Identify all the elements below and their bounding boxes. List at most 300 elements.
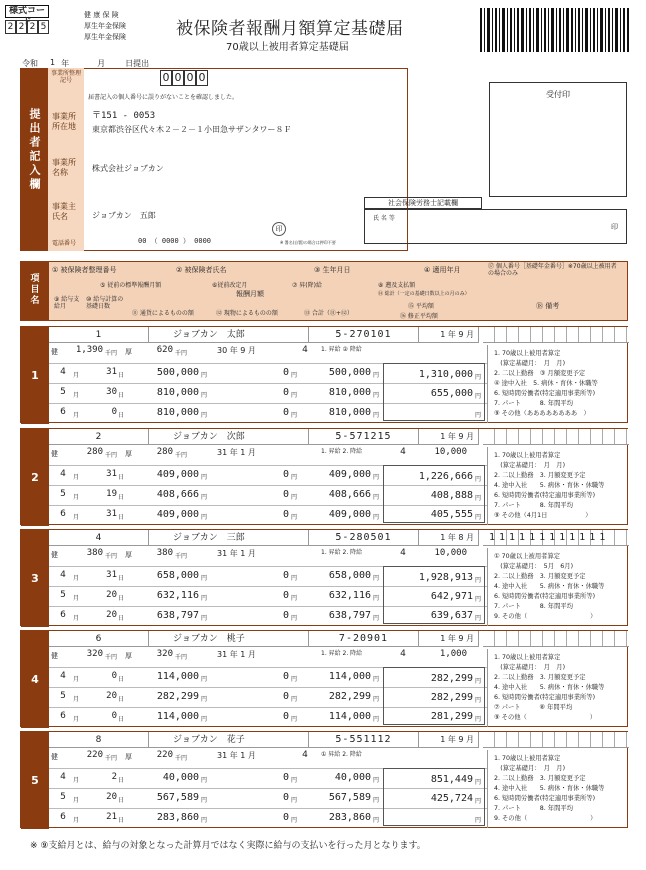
unit-yen: 円 <box>475 596 482 603</box>
raise-indicator: 1. 昇給 ② 降給 <box>321 346 362 353</box>
col-prev-standard: ⑤ 従前の標準報酬月額 <box>100 282 162 289</box>
pay-month: 5 <box>60 489 66 499</box>
insured-name: ジョブカン 三郎 <box>149 530 309 546</box>
sharoushi-name-label: 氏 名 等 <box>373 215 395 222</box>
personal-number <box>483 429 629 445</box>
health-prefix: 健 <box>51 348 58 356</box>
col-sum: ⑭ 総計（一定の基礎日数以上の月のみ） <box>378 291 470 297</box>
remark-line: 6. 短時間労働者(特定適用事業所等) <box>494 492 596 499</box>
unit-day: 日 <box>118 817 125 824</box>
col-remuneration: 報酬月額 <box>236 290 264 298</box>
currency-amount: 283,860 <box>156 812 199 823</box>
submit-date-label: 日提出 <box>125 59 150 68</box>
col-insured-number: ① 被保険者整理番号 <box>52 266 117 274</box>
confirmation-text: 届書記入の個人番号に誤りがないことを確認しました。 <box>88 94 239 101</box>
unit-yen: 円 <box>201 372 208 379</box>
phone-number: 00 （ 0000 ） 0000 <box>138 237 212 245</box>
unit-yen: 円 <box>291 514 298 521</box>
prev-standard-welfare: 280 <box>156 447 173 457</box>
owner-name: ジョブカン 五郎 <box>92 211 156 220</box>
retro-month <box>393 345 413 357</box>
sharoushi-box <box>364 209 627 244</box>
unit-month: 月 <box>73 797 80 804</box>
sum-amount: 282,299 <box>430 673 473 684</box>
remark-line: (算定基礎月： 月 月) <box>494 664 566 671</box>
insured-number: 4 <box>49 530 149 546</box>
sharoushi-seal: 印 <box>611 223 618 231</box>
total-amount: 114,000 <box>328 711 371 722</box>
insured-name: ジョブカン 太郎 <box>149 327 309 343</box>
unit-month: 月 <box>73 777 80 784</box>
unit-month: 月 <box>73 514 80 521</box>
col-retro: ⑧ 遡及支払額 <box>378 282 416 289</box>
birth-date: 5-270101 <box>309 327 419 343</box>
owner-label: 事業主氏名 <box>52 202 76 221</box>
receipt-label: 受付印 <box>546 90 570 99</box>
remark-line: 6. 短時間労働者(特定適用事業所等) <box>494 795 596 802</box>
total-amount: 409,000 <box>328 469 371 480</box>
remark-line: 9. その他（ ） <box>494 613 597 620</box>
col-raise: ⑦ 昇(降)給 <box>292 282 322 289</box>
employee-block <box>20 529 628 626</box>
base-days: 2 <box>111 772 117 782</box>
submitter-section-bar <box>20 68 48 251</box>
office-number-box <box>160 70 208 86</box>
employee-index: 5 <box>21 732 49 829</box>
welfare-prefix: 厚 <box>125 753 132 761</box>
goods-amount: 0 <box>282 509 289 520</box>
remarks <box>487 548 629 626</box>
office-number-digit: 0 <box>184 70 196 86</box>
health-prefix: 健 <box>51 551 58 559</box>
health-prefix: 健 <box>51 450 58 458</box>
goods-amount: 0 <box>282 570 289 581</box>
average-amount: 655,000 <box>430 388 473 399</box>
unit-yen: 円 <box>291 392 298 399</box>
personal-number <box>483 327 629 343</box>
unit-yen: 円 <box>291 797 298 804</box>
pay-month: 5 <box>60 590 66 600</box>
raise-month <box>295 447 315 459</box>
col-apply-date: ④ 適用年月 <box>424 266 461 274</box>
total-amount: 567,589 <box>328 792 371 803</box>
remark-line: 4. 途中入社 5. 病休・育休・休職等 <box>494 583 605 590</box>
apply-date: 1 年 9 月 <box>419 631 479 647</box>
insured-number: 6 <box>49 631 149 647</box>
total-amount: 40,000 <box>334 772 371 783</box>
prev-revision-date: 31 年 1 月 <box>217 650 256 659</box>
col-base-days: ⑩ 給与計算の基礎日数 <box>86 296 124 310</box>
remarks <box>487 447 629 525</box>
form-title: 被保険者報酬月額算定基礎届 <box>176 19 404 39</box>
birth-date: 5-551112 <box>309 732 419 748</box>
style-code-digit: 2 <box>27 20 38 34</box>
health-prefix: 健 <box>51 753 58 761</box>
total-amount: 283,860 <box>328 812 371 823</box>
currency-amount: 500,000 <box>156 367 199 378</box>
office-name-label: 事業所名称 <box>52 158 76 177</box>
currency-amount: 409,000 <box>156 469 199 480</box>
pay-month: 6 <box>60 407 66 417</box>
unit-month: 月 <box>73 392 80 399</box>
base-days: 20 <box>106 590 117 600</box>
form-subtitle: 70歳以上被用者算定基礎届 <box>226 42 349 53</box>
office-number-digit: 0 <box>196 70 208 86</box>
unit-day: 日 <box>118 575 125 582</box>
currency-amount: 632,116 <box>156 590 199 601</box>
personal-number <box>483 631 629 647</box>
currency-amount: 40,000 <box>162 772 199 783</box>
office-address: 東京都渋谷区代々木２－２－１小田急サザンタワー８Ｆ <box>92 125 292 134</box>
unit-yen: 円 <box>291 696 298 703</box>
retro-month <box>393 750 413 762</box>
average-amount: 642,971 <box>430 591 473 602</box>
remark-line: ⑦ パート ⑧ 年間平均 <box>494 704 573 711</box>
remarks <box>487 649 629 727</box>
employee-block <box>20 428 628 525</box>
remark-line: 6. 短時間労働者(特定適用事業所等) <box>494 593 596 600</box>
prev-revision-date: 31 年 1 月 <box>217 549 256 558</box>
apply-date: 1 年 9 月 <box>419 732 479 748</box>
sum-amount: 1,226,666 <box>418 471 473 482</box>
unit-yen: 円 <box>475 615 482 622</box>
style-code-digits <box>5 20 49 34</box>
currency-amount: 408,666 <box>156 489 199 500</box>
unit-yen: 円 <box>201 817 208 824</box>
office-number-digit: 0 <box>172 70 184 86</box>
remark-line: ④ 途中入社 5. 病休・育休・休職等 <box>494 380 598 387</box>
insurance-line: 健 康 保 険 <box>84 11 119 19</box>
remark-line: 2. 二以上勤務 3. 月額変更予定 <box>494 674 586 681</box>
currency-amount: 114,000 <box>156 671 199 682</box>
total-amount: 638,797 <box>328 610 371 621</box>
remark-line: ⑨ その他（ああああああああ ） <box>494 410 590 417</box>
base-days: 20 <box>106 610 117 620</box>
unit-day: 日 <box>118 595 125 602</box>
unit-thousand-yen: 千円 <box>105 350 118 357</box>
goods-amount: 0 <box>282 590 289 601</box>
col-total: ⑬ 合計（⑪+⑫） <box>304 310 353 317</box>
unit-yen: 円 <box>201 716 208 723</box>
sharoushi-label: 社会保険労務士記載欄 <box>364 197 482 209</box>
remark-line: ⑨ その他（ ） <box>494 714 597 721</box>
insurance-type-lines <box>84 10 164 43</box>
remark-line: (算定基礎月： 月 月) <box>494 360 566 367</box>
base-days: 31 <box>106 509 117 519</box>
col-birth-date: ③ 生年月日 <box>314 266 351 274</box>
unit-day: 日 <box>118 412 125 419</box>
retro-amount: 10,000 <box>434 548 467 558</box>
col-prev-revision: ⑥従前改定月 <box>212 282 248 289</box>
unit-yen: 円 <box>201 575 208 582</box>
unit-day: 日 <box>118 797 125 804</box>
footnote: ※ ⑨支給月とは、給与の対象となった計算月ではなく実際に給与の支払いを行った月となります。 <box>30 841 426 851</box>
unit-yen: 円 <box>373 392 380 399</box>
average-amount: 425,724 <box>430 793 473 804</box>
prev-standard-health: 220 <box>86 750 103 760</box>
unit-yen: 円 <box>373 494 380 501</box>
remark-line: (算定基礎月： 月 月) <box>494 765 566 772</box>
total-amount: 500,000 <box>328 367 371 378</box>
mod-average-amount: 639,637 <box>430 610 473 621</box>
unit-month: 月 <box>73 595 80 602</box>
year-unit: 年 <box>61 59 70 68</box>
prev-standard-health: 320 <box>86 649 103 659</box>
prev-revision-date: 30 年 9 月 <box>217 346 256 355</box>
col-remarks: ⑱ 備考 <box>536 302 560 310</box>
col-mod-average: ⑯ 修正平均額 <box>400 313 438 320</box>
unit-thousand-yen: 千円 <box>105 755 118 762</box>
employee-index: 2 <box>21 429 49 526</box>
col-currency: ⑪ 通貨によるものの額 <box>132 310 194 317</box>
remark-line: 7. パート 8. 年間平均 <box>494 400 573 407</box>
base-days: 21 <box>106 812 117 822</box>
raise-indicator: 1. 昇給 2. 降給 <box>321 650 363 657</box>
raise-indicator: ① 昇給 2. 降給 <box>321 751 362 758</box>
prev-standard-health: 1,390 <box>75 345 103 355</box>
birth-date: 5-571215 <box>309 429 419 445</box>
unit-yen: 円 <box>201 494 208 501</box>
pay-month: 4 <box>60 367 66 377</box>
unit-day: 日 <box>118 392 125 399</box>
average-amount: 408,888 <box>430 490 473 501</box>
unit-yen: 円 <box>201 595 208 602</box>
employee-block <box>20 326 628 423</box>
apply-date: 1 年 8 月 <box>419 530 479 546</box>
insurance-line: 厚生年金保険 <box>84 22 126 30</box>
mod-average-amount <box>385 407 473 419</box>
remark-line: 2. 二以上勤務 ③ 月額変更予定 <box>494 370 586 377</box>
unit-yen: 円 <box>373 474 380 481</box>
unit-yen: 円 <box>373 514 380 521</box>
insured-name: ジョブカン 次郎 <box>149 429 309 445</box>
style-code-digit: 2 <box>16 20 27 34</box>
unit-thousand-yen: 千円 <box>175 654 188 661</box>
unit-yen: 円 <box>291 412 298 419</box>
remark-line: 6. 短時間労働者(特定適用事業所等) <box>494 390 596 397</box>
raise-month: 4 <box>302 345 308 355</box>
unit-yen: 円 <box>475 577 482 584</box>
unit-yen: 円 <box>291 575 298 582</box>
base-days: 31 <box>106 367 117 377</box>
retro-amount <box>413 750 467 762</box>
unit-day: 日 <box>118 372 125 379</box>
unit-yen: 円 <box>201 777 208 784</box>
unit-yen: 円 <box>475 374 482 381</box>
unit-yen: 円 <box>373 575 380 582</box>
remark-line: 1. 70歳以上被用者算定 <box>494 755 561 762</box>
pay-month: 6 <box>60 711 66 721</box>
unit-day: 日 <box>118 514 125 521</box>
unit-month: 月 <box>73 372 80 379</box>
personal-number: 111111111111 <box>483 530 629 546</box>
unit-month: 月 <box>73 615 80 622</box>
pay-month: 6 <box>60 610 66 620</box>
remark-line: ① 70歳以上被用者算定 <box>494 553 561 560</box>
currency-amount: 409,000 <box>156 509 199 520</box>
unit-yen: 円 <box>201 676 208 683</box>
address-label: 事業所所在地 <box>52 112 76 131</box>
unit-yen: 円 <box>201 797 208 804</box>
remark-line: 4. 途中入社 5. 病休・育休・休職等 <box>494 684 605 691</box>
prev-revision-date: 31 年 1 月 <box>217 448 256 457</box>
raise-indicator: 1. 昇給 2. 降給 <box>321 448 363 455</box>
postal-code: 〒151 - 0053 <box>92 111 156 121</box>
unit-yen: 円 <box>475 495 482 502</box>
unit-month: 月 <box>73 716 80 723</box>
base-days: 20 <box>106 691 117 701</box>
unit-yen: 円 <box>373 696 380 703</box>
insured-number: 8 <box>49 732 149 748</box>
remark-line: (算定基礎月： 5月 6月) <box>494 563 574 570</box>
unit-day: 日 <box>118 676 125 683</box>
style-code-digit: 5 <box>38 20 49 34</box>
remark-line: (算定基礎月： 月 月) <box>494 462 566 469</box>
unit-month: 月 <box>73 817 80 824</box>
insured-number: 2 <box>49 429 149 445</box>
base-days: 30 <box>106 387 117 397</box>
raise-month <box>295 548 315 560</box>
office-name: 株式会社ジョブカン <box>92 164 164 173</box>
employee-index: 4 <box>21 631 49 728</box>
base-days: 20 <box>106 792 117 802</box>
base-days: 0 <box>111 711 117 721</box>
apply-date: 1 年 9 月 <box>419 429 479 445</box>
unit-yen: 円 <box>291 676 298 683</box>
prev-standard-health: 380 <box>86 548 103 558</box>
mod-average-amount <box>385 812 473 824</box>
welfare-prefix: 厚 <box>125 450 132 458</box>
unit-month: 月 <box>73 494 80 501</box>
base-days: 0 <box>111 407 117 417</box>
unit-yen: 円 <box>291 595 298 602</box>
remark-line: 4. 途中入社 5. 病休・育休・休職等 <box>494 482 605 489</box>
goods-amount: 0 <box>282 387 289 398</box>
retro-month: 4 <box>400 649 406 659</box>
total-amount: 282,299 <box>328 691 371 702</box>
style-code-label: 様式コード <box>5 5 49 18</box>
remark-line: 1. 70歳以上被用者算定 <box>494 654 561 661</box>
birth-date: 5-280501 <box>309 530 419 546</box>
goods-amount: 0 <box>282 367 289 378</box>
barcode <box>480 8 630 52</box>
col-average: ⑮ 平均額 <box>408 303 434 310</box>
total-amount: 408,666 <box>328 489 371 500</box>
unit-thousand-yen: 千円 <box>175 350 188 357</box>
remarks <box>487 345 629 423</box>
raise-month: 4 <box>302 750 308 760</box>
unit-yen: 円 <box>475 412 482 419</box>
total-amount: 658,000 <box>328 570 371 581</box>
unit-yen: 円 <box>201 392 208 399</box>
col-goods: ⑫ 現物によるものの額 <box>216 310 278 317</box>
unit-yen: 円 <box>373 716 380 723</box>
unit-yen: 円 <box>291 372 298 379</box>
average-amount: 282,299 <box>430 692 473 703</box>
unit-yen: 円 <box>201 474 208 481</box>
total-amount: 114,000 <box>328 671 371 682</box>
unit-yen: 円 <box>291 474 298 481</box>
currency-amount: 658,000 <box>156 570 199 581</box>
era-label: 令和 <box>22 59 38 68</box>
welfare-prefix: 厚 <box>125 652 132 660</box>
goods-amount: 0 <box>282 711 289 722</box>
goods-amount: 0 <box>282 489 289 500</box>
employee-index: 1 <box>21 327 49 424</box>
unit-thousand-yen: 千円 <box>175 452 188 459</box>
signature-note: ※ 署名(自署)の場合は押印不要 <box>280 240 336 245</box>
apply-date: 1 年 9 月 <box>419 327 479 343</box>
unit-yen: 円 <box>373 615 380 622</box>
unit-thousand-yen: 千円 <box>175 553 188 560</box>
phone-label: 電話番号 <box>52 240 77 247</box>
unit-yen: 円 <box>291 777 298 784</box>
style-code-digit: 2 <box>5 20 16 34</box>
base-days: 31 <box>106 469 117 479</box>
unit-yen: 円 <box>475 678 482 685</box>
currency-amount: 810,000 <box>156 387 199 398</box>
personal-number <box>483 732 629 748</box>
prev-standard-health: 280 <box>86 447 103 457</box>
unit-month: 月 <box>73 474 80 481</box>
unit-thousand-yen: 千円 <box>105 452 118 459</box>
remark-line: 1. 70歳以上被用者算定 <box>494 350 561 357</box>
unit-yen: 円 <box>201 514 208 521</box>
columns-side-bar <box>20 261 48 321</box>
pay-month: 5 <box>60 792 66 802</box>
retro-month: 4 <box>400 447 406 457</box>
unit-day: 日 <box>118 615 125 622</box>
goods-amount: 0 <box>282 610 289 621</box>
retro-amount: 1,000 <box>439 649 467 659</box>
currency-amount: 810,000 <box>156 407 199 418</box>
goods-amount: 0 <box>282 812 289 823</box>
insured-name: ジョブカン 花子 <box>149 732 309 748</box>
office-number-digit: 0 <box>160 70 172 86</box>
columns-side-label: 項目名 <box>28 273 39 306</box>
birth-date: 7-20901 <box>309 631 419 647</box>
submitter-section-label: 提出者記入欄 <box>28 108 41 192</box>
remark-line: 7. パート 8. 年間平均 <box>494 603 573 610</box>
mod-average-amount: 405,555 <box>430 509 473 520</box>
unit-yen: 円 <box>373 595 380 602</box>
employee-index: 3 <box>21 530 49 627</box>
unit-yen: 円 <box>373 817 380 824</box>
goods-amount: 0 <box>282 469 289 480</box>
unit-yen: 円 <box>373 372 380 379</box>
remark-line: 2. 二以上勤務 3. 月額変更予定 <box>494 472 586 479</box>
insured-name: ジョブカン 桃子 <box>149 631 309 647</box>
remark-line: 2. 二以上勤務 3. 月額変更予定 <box>494 573 586 580</box>
total-amount: 810,000 <box>328 407 371 418</box>
unit-yen: 円 <box>475 697 482 704</box>
mod-average-amount: 281,299 <box>430 711 473 722</box>
total-amount: 810,000 <box>328 387 371 398</box>
pay-month: 4 <box>60 772 66 782</box>
raise-month <box>295 649 315 661</box>
retro-amount <box>413 345 467 357</box>
currency-amount: 114,000 <box>156 711 199 722</box>
remark-line: 4. 途中入社 5. 病休・育休・休職等 <box>494 785 605 792</box>
col-pay-month: ⑨ 給与支給月 <box>54 296 80 310</box>
unit-yen: 円 <box>291 716 298 723</box>
pay-month: 6 <box>60 509 66 519</box>
unit-yen: 円 <box>373 412 380 419</box>
raise-indicator: 1. 昇給 2. 降給 <box>321 549 363 556</box>
unit-day: 日 <box>118 696 125 703</box>
office-code-label: 事業所整理記号 <box>50 70 81 84</box>
unit-thousand-yen: 千円 <box>105 654 118 661</box>
